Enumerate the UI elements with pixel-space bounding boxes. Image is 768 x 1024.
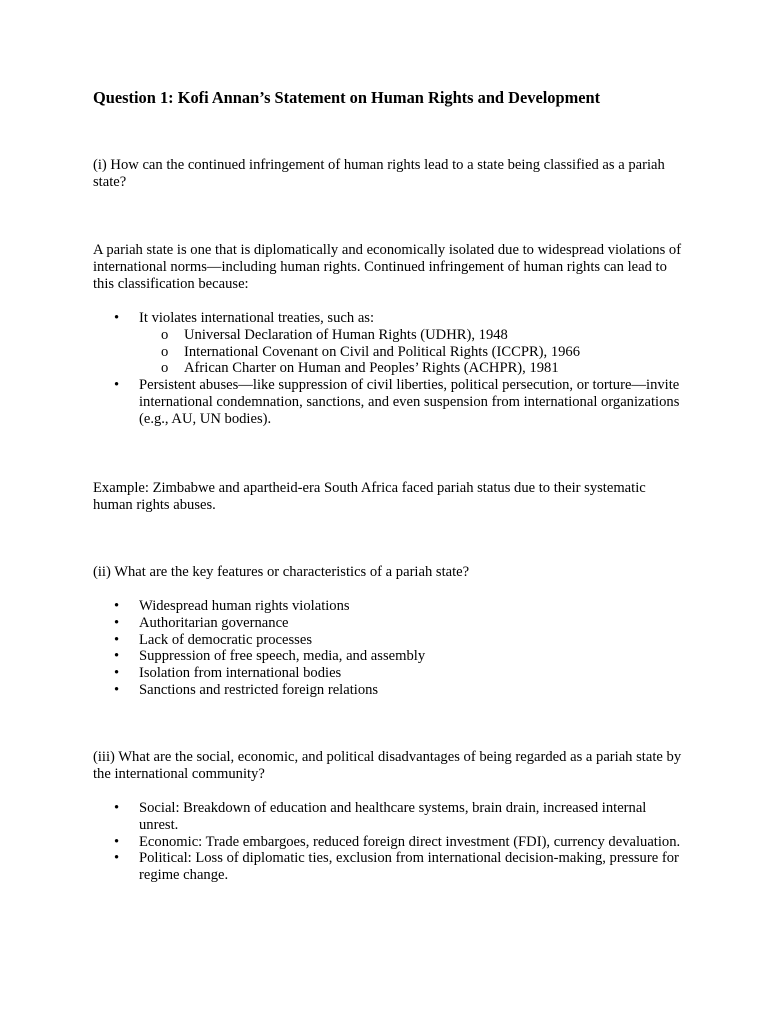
- question-3-heading: (iii) What are the social, economic, and political disadvantages of being regarded as a pariah state by the international community?: [93, 749, 682, 782]
- list-item-text: Persistent abuses—like suppression of civil liberties, political persecution, or torture—invite international condemnation, sanctions, and even suspension from international organizations (e.g., AU, UN bodies).: [139, 377, 680, 427]
- sublist-item: o African Charter on Human and Peoples’ Rights (ACHPR), 1981: [161, 360, 684, 377]
- list-item: • Authoritarian governance: [114, 615, 684, 632]
- list-item: • Political: Loss of diplomatic ties, exclusion from international decision-making, pressure for regime change.: [114, 850, 684, 884]
- list-item: [114, 377, 684, 427]
- list-item: • Suppression of free speech, media, and assembly: [114, 648, 684, 665]
- document-title: Question 1: Kofi Annan’s Statement on Human Rights and Development: [93, 88, 601, 107]
- pariah-features-list: [114, 598, 684, 699]
- list-item: • Isolation from international bodies: [114, 665, 684, 682]
- question-1-heading: (i) How can the continued infringement of human rights lead to a state being classified as a pariah state?: [93, 157, 665, 190]
- list-item: • Lack of democratic processes: [114, 632, 684, 649]
- sublist-item: o Universal Declaration of Human Rights (UDHR), 1948: [161, 327, 684, 344]
- sublist-item: o International Covenant on Civil and Political Rights (ICCPR), 1966: [161, 344, 684, 361]
- example-paragraph: Example: Zimbabwe and apartheid-era South Africa faced pariah status due to their systematic human rights abuses.: [93, 480, 646, 513]
- pariah-definition-paragraph: A pariah state is one that is diplomatically and economically isolated due to widespread violations of international norms—including human rights. Continued infringement of human rights can lead to this classification because:: [93, 242, 682, 292]
- disadvantages-list: [114, 800, 684, 884]
- list-item-text: It violates international treaties, such as:: [139, 310, 375, 326]
- list-item: • Social: Breakdown of education and healthcare systems, brain drain, increased internal unrest.: [114, 800, 684, 834]
- question-2-heading: (ii) What are the key features or characteristics of a pariah state?: [93, 564, 470, 580]
- list-item: • Economic: Trade embargoes, reduced foreign direct investment (FDI), currency devaluation.: [114, 834, 684, 851]
- list-item: [114, 310, 684, 377]
- treaty-sublist: [139, 327, 684, 377]
- classification-reasons-list: [114, 310, 684, 428]
- list-item: • Widespread human rights violations: [114, 598, 684, 615]
- list-item: • Sanctions and restricted foreign relations: [114, 682, 684, 699]
